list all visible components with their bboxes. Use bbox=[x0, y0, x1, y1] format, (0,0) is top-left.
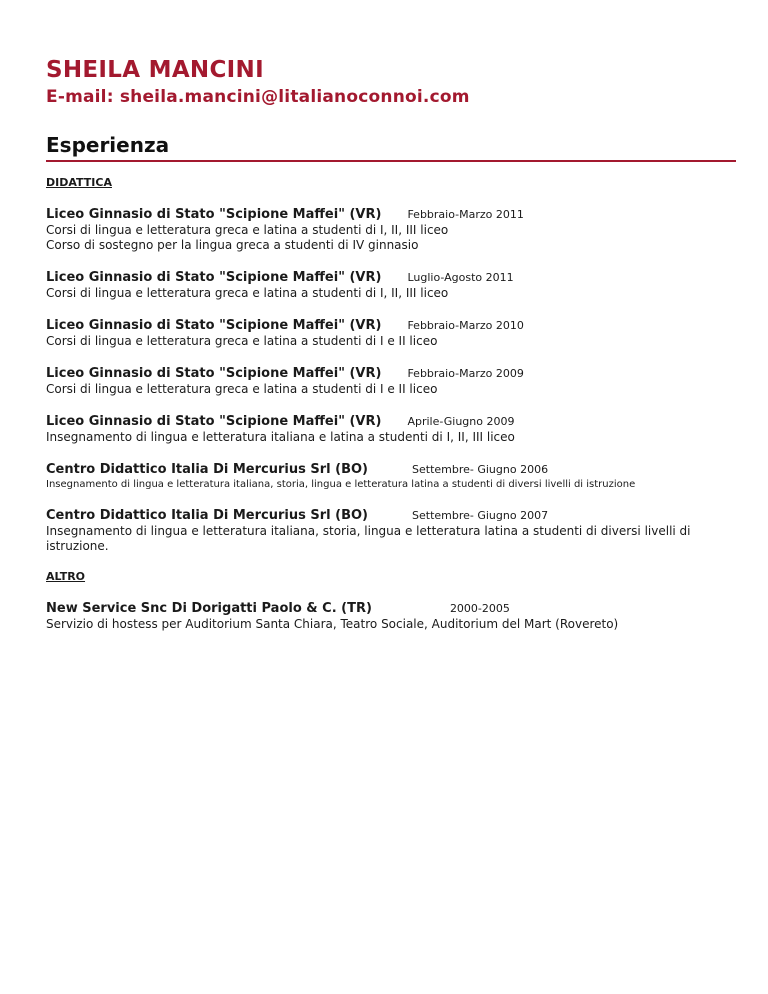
entry-description-line: Insegnamento di lingua e letteratura italiana, storia, lingua e letteratura latina a studenti di diversi livelli di istruzione. bbox=[46, 524, 691, 553]
section-divider bbox=[46, 160, 736, 162]
experience-entry bbox=[46, 411, 736, 445]
entry-employer: Liceo Ginnasio di Stato "Scipione Maffei" (VR) bbox=[46, 270, 382, 285]
entry-period: Aprile-Giugno 2009 bbox=[407, 415, 515, 428]
entry-employer: Liceo Ginnasio di Stato "Scipione Maffei" (VR) bbox=[46, 366, 382, 381]
entry-employer: Centro Didattico Italia Di Mercurius Srl (BO) bbox=[46, 508, 368, 523]
experience-entry bbox=[46, 459, 736, 491]
entry-description-line: Insegnamento di lingua e letteratura italiana, storia, lingua e letteratura latina a studenti di diversi livelli di istruzione bbox=[46, 479, 636, 490]
entry-period: 2000-2005 bbox=[449, 602, 510, 615]
experience-entry bbox=[46, 363, 736, 397]
experience-entry bbox=[46, 598, 736, 632]
entry-period: Luglio-Agosto 2011 bbox=[407, 271, 514, 284]
entry-period: Febbraio-Marzo 2010 bbox=[407, 319, 524, 332]
entry-period: Settembre- Giugno 2006 bbox=[412, 463, 549, 476]
resume-page bbox=[46, 56, 736, 632]
experience-entry bbox=[46, 505, 736, 554]
candidate-email[interactable]: E-mail: sheila.mancini@litalianoconnoi.com bbox=[46, 87, 470, 107]
entry-employer: Centro Didattico Italia Di Mercurius Srl (BO) bbox=[46, 462, 368, 477]
experience-entry bbox=[46, 267, 736, 301]
entry-employer: Liceo Ginnasio di Stato "Scipione Maffei" (VR) bbox=[46, 318, 382, 333]
entry-employer: New Service Snc Di Dorigatti Paolo & C. (TR) bbox=[46, 601, 372, 616]
entry-period: Febbraio-Marzo 2011 bbox=[407, 208, 524, 221]
subsection-altro: ALTRO bbox=[46, 570, 86, 583]
entry-description-line: Corso di sostegno per la lingua greca a studenti di IV ginnasio bbox=[46, 238, 419, 252]
entry-period: Febbraio-Marzo 2009 bbox=[407, 367, 524, 380]
entry-period: Settembre- Giugno 2007 bbox=[412, 509, 549, 522]
entry-description-line: Corsi di lingua e letteratura greca e latina a studenti di I, II, III liceo bbox=[46, 286, 449, 300]
entry-description-line: Corsi di lingua e letteratura greca e latina a studenti di I e II liceo bbox=[46, 334, 438, 348]
section-title-esperienza: Esperienza bbox=[46, 133, 170, 157]
entry-employer: Liceo Ginnasio di Stato "Scipione Maffei" (VR) bbox=[46, 207, 382, 222]
entry-employer: Liceo Ginnasio di Stato "Scipione Maffei" (VR) bbox=[46, 414, 382, 429]
subsection-didattica: DIDATTICA bbox=[46, 176, 112, 189]
candidate-name: SHEILA MANCINI bbox=[46, 57, 264, 83]
entry-description-line: Insegnamento di lingua e letteratura italiana e latina a studenti di I, II, III liceo bbox=[46, 430, 515, 444]
experience-entry bbox=[46, 315, 736, 349]
entry-description-line: Corsi di lingua e letteratura greca e latina a studenti di I, II, III liceo bbox=[46, 223, 449, 237]
experience-entry bbox=[46, 204, 736, 253]
entry-description-line: Corsi di lingua e letteratura greca e latina a studenti di I e II liceo bbox=[46, 382, 438, 396]
entry-description-line: Servizio di hostess per Auditorium Santa Chiara, Teatro Sociale, Auditorium del Mart (Rovereto) bbox=[46, 617, 619, 631]
